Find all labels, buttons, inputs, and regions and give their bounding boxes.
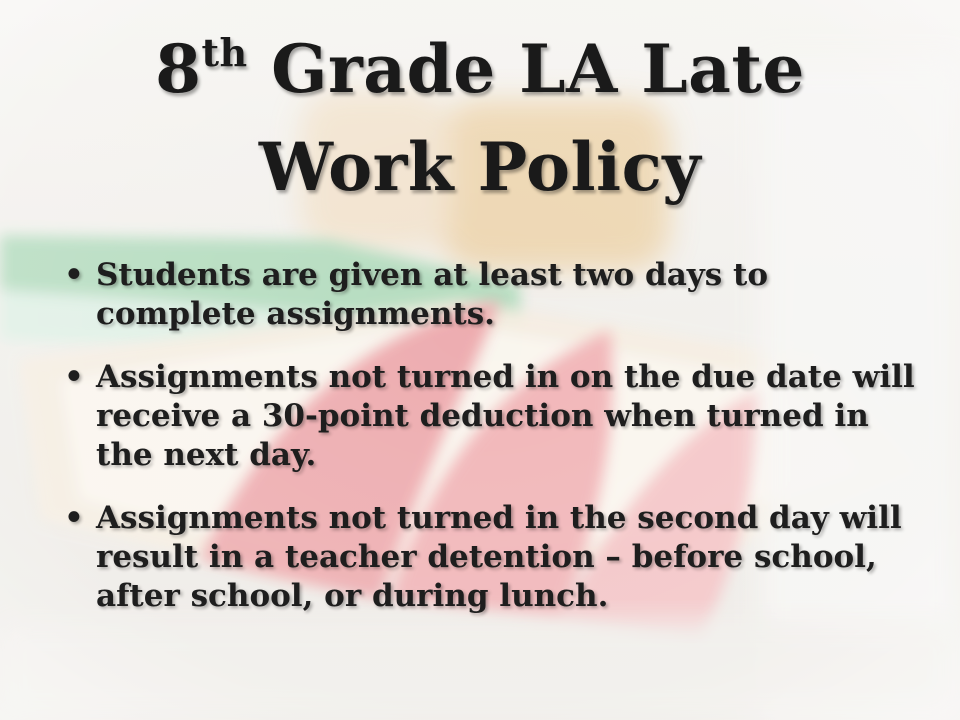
bullet-text: Assignments not turned in on the due date will receive a 30-point deduction when turned in the next day. (96, 359, 915, 473)
bullet-item (60, 256, 920, 334)
bullet-text: Students are given at least two days to complete assignments. (96, 257, 769, 332)
bullet-marker: • (64, 500, 84, 536)
title-line-2: Work Policy (258, 128, 702, 206)
bullet-list (60, 256, 920, 640)
bullet-marker: • (64, 359, 84, 395)
bullet-marker: • (64, 257, 84, 293)
bullet-item (60, 499, 920, 616)
title-superscript: th (201, 30, 248, 75)
title-line-1: 8th Grade LA Late (155, 30, 805, 108)
bullet-item (60, 358, 920, 475)
bullet-text: Assignments not turned in the second day will result in a teacher detention – before school, after school, or during lunch. (96, 500, 902, 614)
slide-title (40, 20, 920, 216)
